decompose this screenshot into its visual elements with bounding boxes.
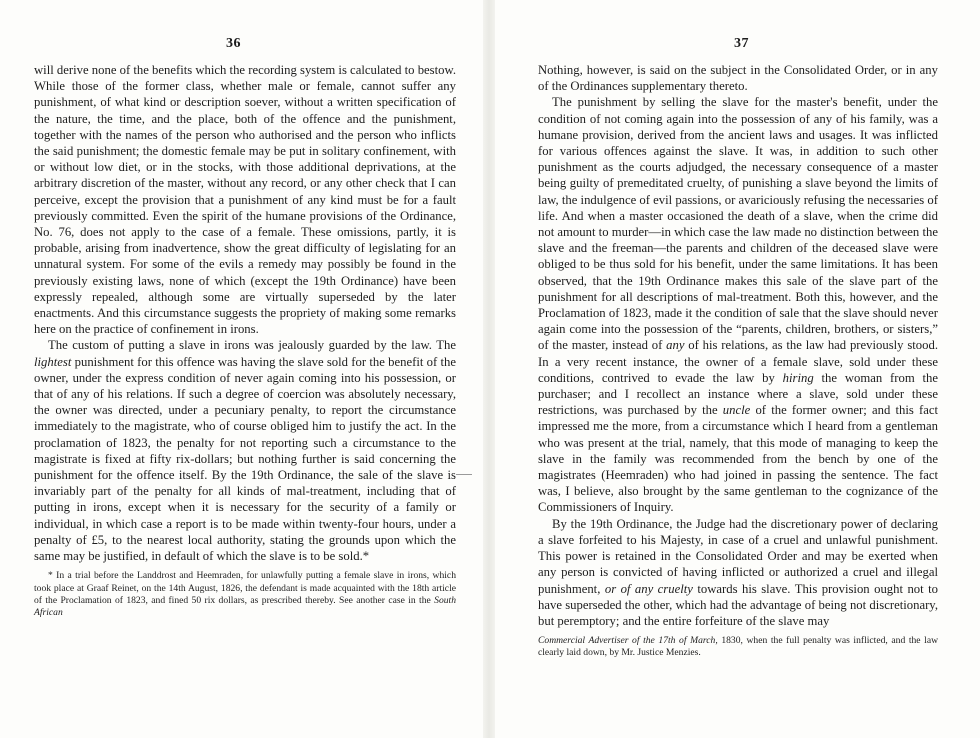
left-paragraph-2: The custom of putting a slave in irons was jealously guarded by the law. The lightest punishment for this offence was having the slave sold for the benefit of the owner, under the express condition of never again coming into his possession, or that of any of his relations. If such a degree of coercion was absolutely necessary, the owner was directed, under a pecuniary penalty, to report the circumstance immediately to the magistrate, who of course obliged him to justify the act. In the proclamation of 1823, the penalty for not reporting such a circumstance to the magistrate is fixed at fifty rix-dollars; but nothing further is said concerning the punishment for the offence itself. By the 19th Ordinance, the sale of the slave is invariably part of the penalty for all kinds of mal-treatment, including that of putting in irons, except when it is necessary for the security of a family or individual, in which case a report is to be made within twenty-four hours, under a penalty of £5, to the nearest local authority, stating the grounds upon which the same may be justified, in default of which the slave is to be sold.* (34, 338, 456, 564)
right-paragraph-1: Nothing, however, is said on the subject in the Consolidated Order, or in any of the Ordinances supplementary thereto. (538, 63, 938, 94)
right-page (496, 0, 980, 738)
footnote-text: * In a trial before the Landdrost and Heemraden, for unlawfully putting a female slave in irons, which took place at Graaf Reinet, on the 14th August, 1826, the defendant is made acquainted with the 18th article of the Proclamation of 1823, and fined 50 rix dollars, as prescribed thereby. See another case in the South African (34, 570, 456, 619)
book-gutter (483, 0, 495, 738)
footnote (34, 570, 456, 619)
left-text-column (34, 62, 456, 619)
margin-mark (456, 474, 472, 475)
page-number-right: 37 (734, 36, 749, 51)
page-number-left: 36 (226, 36, 241, 51)
footnote-continuation (538, 635, 938, 660)
right-paragraph-2: The punishment by selling the slave for the master's benefit, under the condition of not coming again into the possession of any of his family, was a humane provision, derived from the ancient laws and usages. It was inflicted for various offences against the slave. It was, in addition to such other punishment as the courts adjudged, the necessary consequence of a master being guilty of premeditated cruelty, of punishing a slave beyond the limits of law, the indulgence of evil passions, or avariciously refusing the necessaries of life. And when a master occasioned the death of a slave, when the crime did not amount to murder—in which case the law made no distinction between the slave and the freeman—the parents and children of the deceased slave were obliged to be thus sold for his benefit, under the same limitations. It has been observed, that the 19th Ordinance makes this sale of the slave part of the punishment for all descriptions of mal-treatment. Both this, however, and the Proclamation of 1823, made it the condition of sale that the slave should never again come into the possession of the “parents, children, brothers, or sisters,” of the master, instead of any of his relations, as the law had previously stood. In a very recent instance, the owner of a female slave, sold under these conditions, contrived to evade the law by hiring the woman from the purchaser; and I recollect an instance where a slave, sold under these restrictions, was purchased by the uncle of the former owner; and this fact impressed me the more, from a circumstance which I heard from a gentleman who was present at the trial, namely, that this mode of managing to keep the slave in the family was recommended from the bench by one of the magistrates (Heemraden) who had joined in passing the sentence. The fact was, I believe, also brought by the same gentleman to the cognizance of the Commissioners of Inquiry. (538, 95, 939, 515)
right-paragraph-3: By the 19th Ordinance, the Judge had the discretionary power of declaring a slave forfeited to his Majesty, in case of a cruel and unlawful punishment. This power is retained in the Consolidated Order and may be exerted when any person is convicted of having inflicted or authorized a cruel and illegal punishment, or of any cruelty towards his slave. This provision ought not to have superseded the other, which had the advantage of being not discretionary, but peremptory; and the entire forfeiture of the slave may (538, 516, 938, 628)
footnote-continuation-text: Commercial Advertiser of the 17th of March, 1830, when the full penalty was inflicted, and the law clearly laid down, by Mr. Justice Menzies. (538, 635, 938, 659)
left-page (0, 0, 482, 738)
right-text-column (538, 62, 938, 660)
left-paragraph-1: will derive none of the benefits which the recording system is calculated to bestow. While those of the former class, whether male or female, cannot suffer any punishment, of what kind or description soever, without a written specification of the nature, the time, and the place, both of the offence and the punishment, together with the names of the person who authorised and the person who inflicts the said punishment; the domestic female may be put in solitary confinement, with or without low diet, or in the stocks, with those additional deprivations, at the arbitrary discretion of the master, without any record, or any other check that I can perceive, except the provision that a punishment of any kind must be for a fault previously committed. Even the spirit of the humane provisions of the Ordinance, No. 76, does not apply to the case of a female. These omissions, partly, it is probable, arising from inadvertence, show the great difficulty of legislating for an unnatural system. For some of the evils a remedy may possibly be found in the previously existing laws, none of which (except the 19th Ordinance) have been expressly repealed, although some are virtually superseded by the later enactments. And this circumstance suggests the propriety of making some remarks here on the practice of confinement in irons. (34, 63, 456, 337)
